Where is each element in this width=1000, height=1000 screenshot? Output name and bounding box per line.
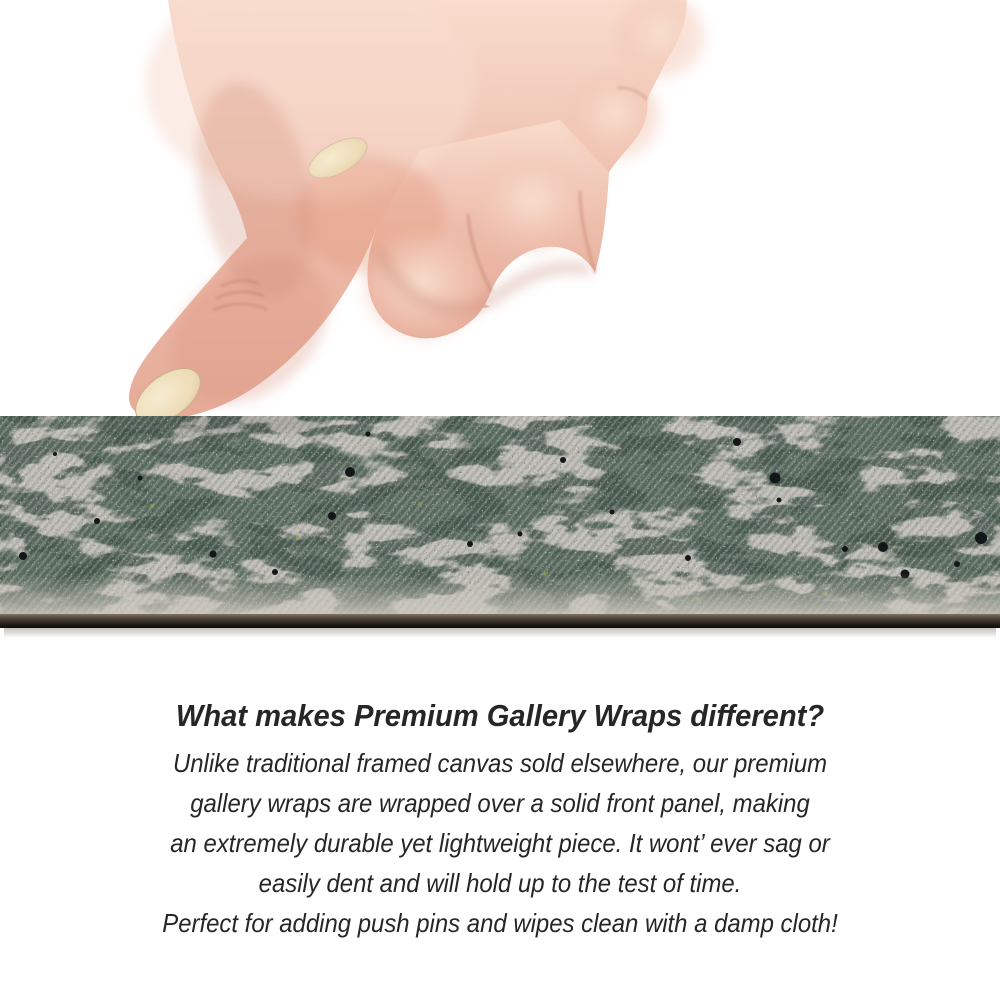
info-line-4: easily dent and will hold up to the test of time. — [258, 868, 742, 898]
info-line-3: an extremely durable yet lightweight piece. It wont’ ever sag or — [170, 828, 830, 858]
canvas-fold-lip — [0, 574, 1000, 614]
hand-photo — [0, 0, 1000, 432]
info-heading: What makes Premium Gallery Wraps different? — [175, 698, 825, 733]
info-section — [0, 698, 1000, 943]
finger-pad — [476, 155, 588, 255]
canvas-strip — [0, 416, 1000, 640]
info-line-2: gallery wraps are wrapped over a solid front panel, making — [190, 788, 810, 818]
finger-pad — [566, 72, 662, 164]
info-line-1: Unlike traditional framed canvas sold elsewhere, our premium — [172, 748, 828, 778]
info-line-5: Perfect for adding push pins and wipes clean with a damp cloth! — [162, 908, 838, 938]
canvas-panel-edge — [0, 614, 1000, 628]
canvas-drop-shadow — [4, 628, 996, 638]
